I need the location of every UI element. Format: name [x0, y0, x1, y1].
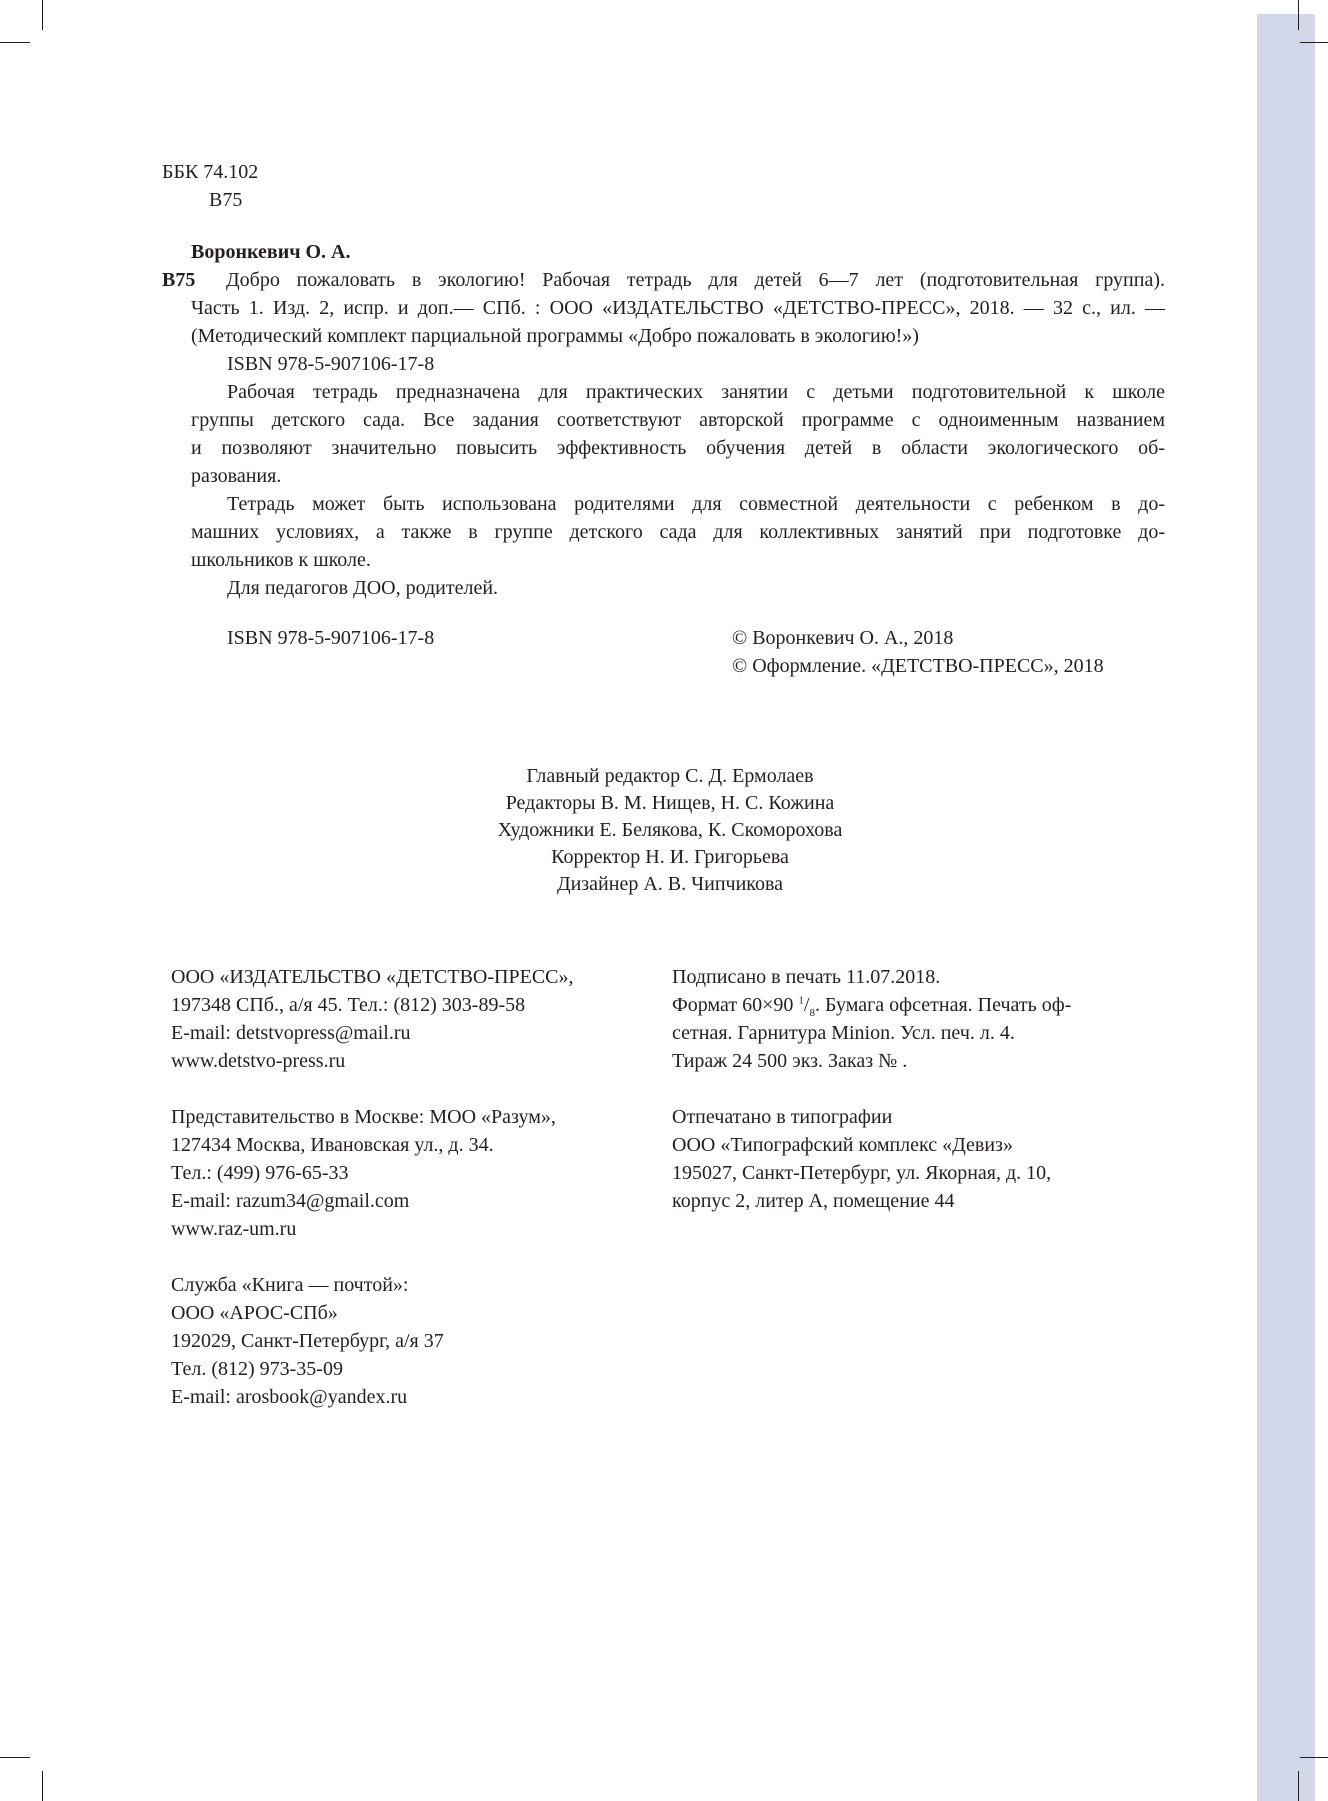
credit-illustrators: Художники Е. Белякова, К. Скоморохова [497, 819, 843, 841]
annotation [191, 378, 1165, 602]
printer-address-cont: корпус 2, литер А, помещение 44 [672, 1190, 955, 1212]
moscow-email: E-mail: razum34@gmail.com [171, 1190, 410, 1212]
crop-mark-bottom-left-h [0, 1757, 30, 1758]
moscow-address: 127434 Москва, Ивановская ул., д. 34. [171, 1134, 494, 1156]
publisher-name: ООО «ИЗДАТЕЛЬСТВО «ДЕТСТВО-ПРЕСС», [171, 966, 574, 988]
typeface-line: сетная. Гарнитура Minion. Усл. печ. л. 4. [672, 1022, 1015, 1044]
annotation-p1-line-2: группы детского сада. Все задания соответствуют авторской программе с одноименным названием [191, 409, 1165, 431]
credit-proofreader: Корректор Н. И. Григорьева [551, 846, 789, 868]
moscow-office: Представительство в Москве: МОО «Разум», [171, 1106, 556, 1128]
mail-order-service: Служба «Книга — почтой»: [171, 1274, 409, 1296]
format-numerator: 1 [798, 994, 804, 1007]
crop-mark-top-left-h [0, 42, 30, 43]
annotation-p1-line-3: и позволяют значительно повысить эффективность обучения детей в области экологического об- [191, 437, 1165, 459]
annotation-p2-line-2: машних условиях, а также в группе детского сада для коллективных занятий при подготовке до- [191, 521, 1165, 543]
mail-order-company: ООО «АРОС-СПб» [171, 1302, 338, 1324]
moscow-phone: Тел.: (499) 976-65-33 [171, 1162, 349, 1184]
print-details [672, 963, 1071, 1215]
credit-chief-editor: Главный редактор С. Д. Ермолаев [526, 765, 814, 787]
printer-heading: Отпечатано в типографии [672, 1106, 893, 1128]
page-edge-band [1257, 14, 1315, 1801]
bbk-index: ББК 74.102 [162, 161, 259, 183]
bib-line-3: (Методический комплект парциальной программы «Добро пожаловать в экологию!») [191, 325, 919, 347]
crop-mark-top-right-v [1298, 0, 1299, 30]
signed-to-print: Подписано в печать 11.07.2018. [672, 966, 941, 988]
mail-order-phone: Тел. (812) 973-35-09 [171, 1358, 343, 1380]
editorial-credits [430, 763, 910, 898]
format-prefix: Формат 60×90 [672, 994, 799, 1016]
publisher-email: E-mail: detstvopress@mail.ru [171, 1022, 411, 1044]
copyright-author: © Воронкевич О. А., 2018 [732, 627, 954, 649]
publisher-address: 197348 СПб., а/я 45. Тел.: (812) 303-89-58 [171, 994, 526, 1016]
bib-line-1: Добро пожаловать в экологию! Рабочая тетрадь для детей 6—7 лет (подготовительная группа). [226, 269, 1165, 291]
annotation-audience: Для педагогов ДОО, родителей. [227, 577, 499, 599]
format-suffix: . Бумага офсетная. Печать оф- [814, 994, 1072, 1016]
format-line [672, 991, 1071, 1019]
crop-mark-bottom-right-h [1300, 1757, 1328, 1758]
annotation-p2-line-1: Тетрадь может быть использована родителями для совместной деятельности с ребенком в до- [227, 493, 1165, 515]
bib-line-2: Часть 1. Изд. 2, испр. и доп.— СПб. : ООО «ИЗДАТЕЛЬСТВО «ДЕТСТВО-ПРЕСС», 2018. — 32 с., ил. — [191, 297, 1165, 319]
crop-mark-top-right-h [1300, 42, 1328, 43]
publisher-contacts [171, 963, 574, 1411]
moscow-website: www.raz-um.ru [171, 1218, 297, 1240]
annotation-p1-line-4: разования. [191, 465, 282, 487]
author-mark: В75 [162, 269, 196, 291]
publisher-website: www.detstvo-press.ru [171, 1050, 346, 1072]
annotation-p1-line-1: Рабочая тетрадь предназначена для практических занятии с детьми подготовительной к школе [227, 381, 1165, 403]
copyright-isbn: ISBN 978-5-907106-17-8 [227, 627, 435, 649]
author-name: Воронкевич О. А. [191, 241, 351, 263]
print-run-line: Тираж 24 500 экз. Заказ № . [672, 1050, 908, 1072]
credit-editors: Редакторы В. М. Нищев, Н. С. Кожина [505, 792, 835, 814]
bbk-author-code: В75 [209, 189, 243, 211]
crop-mark-bottom-right-v [1298, 1771, 1299, 1801]
credit-designer: Дизайнер А. В. Чипчикова [556, 873, 784, 895]
crop-mark-bottom-left-v [42, 1771, 43, 1801]
format-denominator: 8 [809, 1007, 815, 1019]
printer-company: ООО «Типографский комплекс «Девиз» [672, 1134, 1013, 1156]
mail-order-address: 192029, Санкт-Петербург, а/я 37 [171, 1330, 444, 1352]
bibliographic-description [191, 266, 1165, 294]
bibliographic-description-cont [191, 294, 1165, 350]
crop-mark-top-left-v [42, 0, 43, 30]
format-slash: / [803, 994, 810, 1016]
copyright-design: © Оформление. «ДЕТСТВО-ПРЕСС», 2018 [732, 655, 1104, 677]
annotation-p2-line-3: школьников к школе. [191, 549, 371, 571]
mail-order-email: E-mail: arosbook@yandex.ru [171, 1386, 408, 1408]
isbn-line: ISBN 978-5-907106-17-8 [227, 353, 435, 375]
printer-address: 195027, Санкт-Петербург, ул. Якорная, д. 10, [672, 1162, 1052, 1184]
